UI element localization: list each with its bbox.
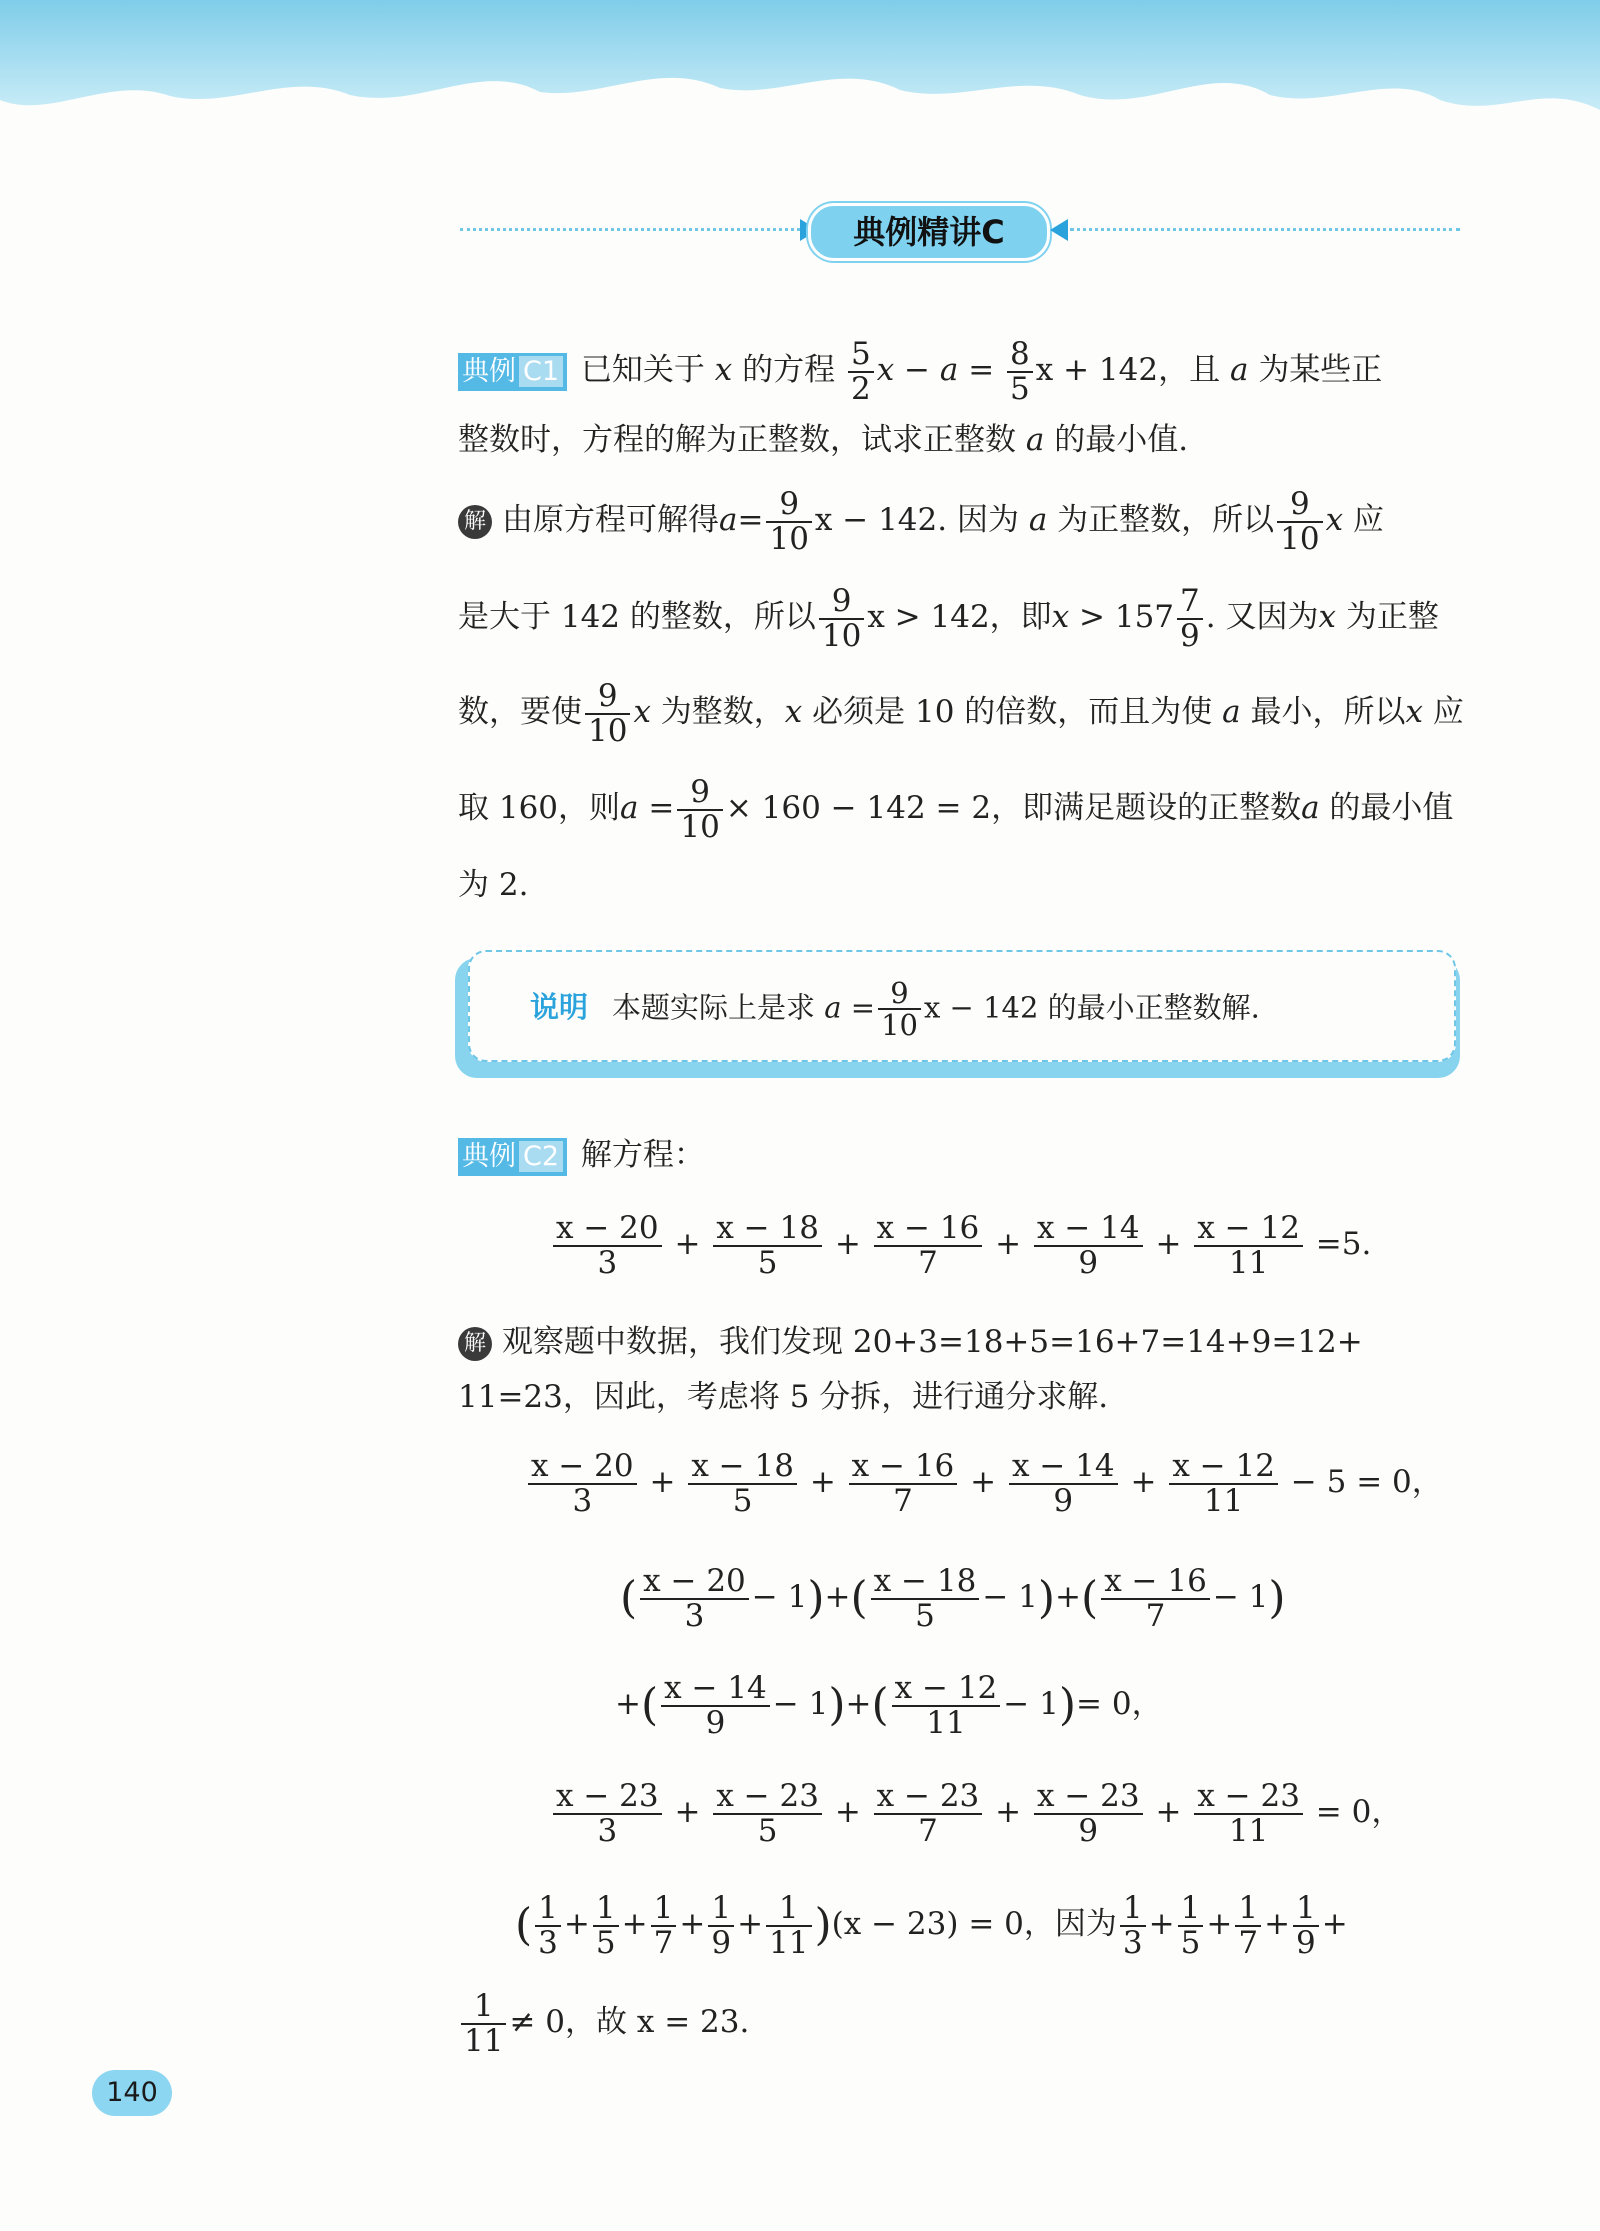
page-number: 140	[92, 2070, 172, 2116]
section-title	[460, 203, 1460, 263]
solution-c1-line2: 是大于 142 的整数，所以 $\frac{9}{10}$ x > 142，即x > 157 $\frac{7}{9}$ . 又因为x 为正整	[458, 583, 1439, 654]
arrow-left-icon	[1050, 219, 1068, 241]
example-tag: 典例 C1	[458, 353, 567, 391]
example-tag: 典例 C2	[458, 1138, 567, 1176]
note-box	[460, 950, 1460, 1075]
section-title-label: 典例精讲C	[808, 203, 1050, 261]
solution-badge: 解	[458, 505, 492, 539]
example-c2-line: 典例 C2 解方程：	[458, 1135, 705, 1176]
solution-c1-line3: 数，要使 $\frac{9}{10}$ x 为整数，x 必须是 10 的倍数，而且为使 a 最小，所以x 应	[458, 678, 1464, 749]
solution-c1-line4: 取 160，则a = $\frac{9}{10}$ × 160 − 142 = 2，即满足题设的正整数a 的最小值	[458, 774, 1454, 845]
example-c1-line1: 典例 C1 已知关于 x 的方程 $\frac{5}{2}$ x − a = $\frac{8}{5}$ x + 142，且 a 为某些正	[458, 338, 1382, 405]
dotted-rule-left	[460, 228, 800, 231]
solution-c1-line5: 为 2.	[458, 867, 529, 903]
sky-cloud-header	[0, 0, 1600, 160]
example-c1-line2: 整数时，方程的解为正整数，试求正整数 a 的最小值.	[458, 422, 1189, 458]
note-text: 说明 本题实际上是求 a = $\frac{9}{10}$ x − 142 的最小正整数解.	[530, 976, 1260, 1043]
solution-c1-line1: 解 由原方程可解得a= $\frac{9}{10}$ x − 142. 因为 a 为正整数，所以 $\frac{9}{10}$ x 应	[458, 488, 1384, 555]
dotted-rule-right	[1070, 228, 1460, 231]
note-label: 说明	[530, 990, 589, 1025]
solution-badge: 解	[458, 1327, 492, 1361]
